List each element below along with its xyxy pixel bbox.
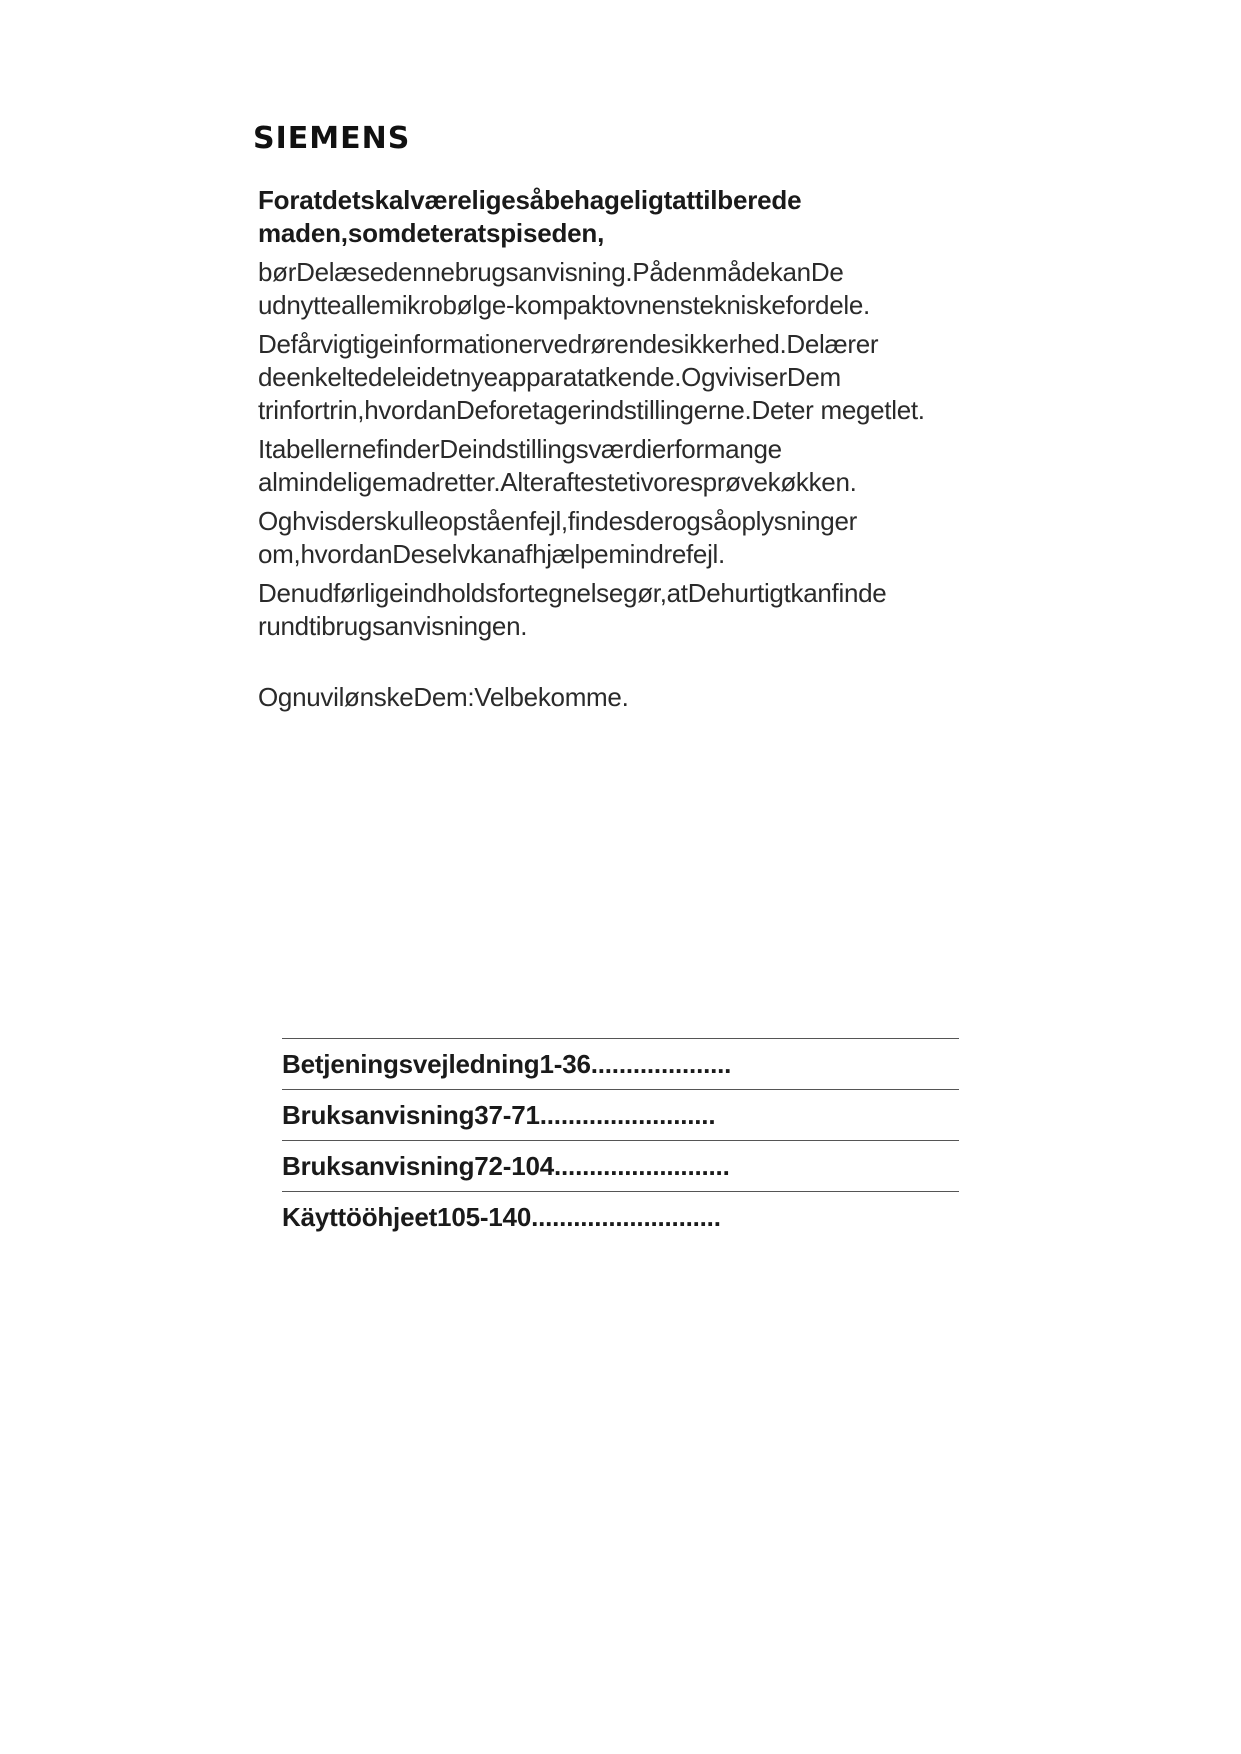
siemens-logo: SIEMENS	[253, 121, 411, 156]
intro-headline: Foratdetskalværeligesåbehageligtattilberede maden,somdeteratspiseden,	[258, 185, 802, 248]
toc-item-norwegian: Bruksanvisning37-71.........................	[282, 1089, 959, 1140]
intro-paragraph: Oghvisderskulleopståenfejl,findesderogsåoplysninger om,hvordanDeselvkanafhjælpemindrefejl.	[258, 506, 857, 569]
intro-section	[258, 184, 958, 714]
toc-item-swedish: Bruksanvisning72-104.........................	[282, 1140, 959, 1191]
intro-paragraph: børDelæsedennebrugsanvisning.PådenmådekanDe udnytteallemikrobølge-kompaktovnenstekniskefordele.	[258, 257, 870, 320]
intro-paragraph: Defårvigtigeinformationervedrørendesikkerhed.Delærer deenkeltedeleidetnyeapparatatkende.OgviviserDem trinfortrin,hvordanDeforetagerindstillingerne.Deter megetlet.	[258, 329, 925, 425]
toc-item-finnish: Käyttööhjeet105-140...........................	[282, 1191, 959, 1242]
toc-item-danish: Betjeningsvejledning1-36....................	[282, 1038, 959, 1089]
intro-paragraph: ItabellernefinderDeindstillingsværdierformange almindeligemadretter.Alteraftestetivoresprøvekøkken.	[258, 434, 857, 497]
intro-paragraph: Denudførligeindholdsfortegnelsegør,atDehurtigtkanfinde rundtibrugsanvisningen.	[258, 578, 887, 641]
table-of-contents	[282, 1038, 959, 1242]
intro-closing: OgnuvilønskeDem:Velbekomme.	[258, 682, 629, 712]
